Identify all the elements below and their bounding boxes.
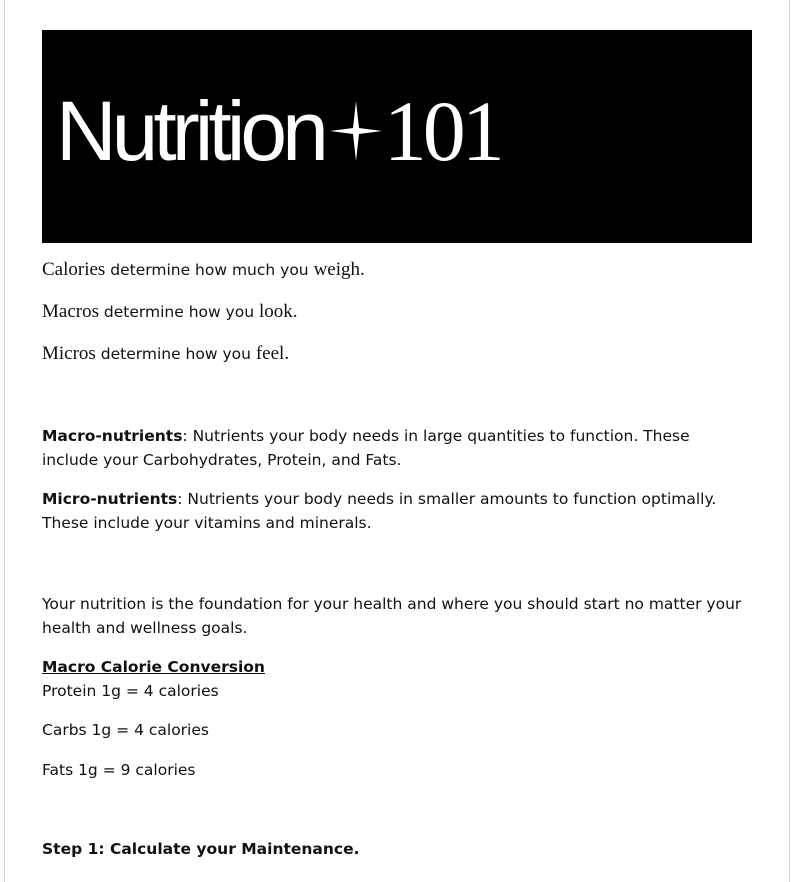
conversion-fats: Fats 1g = 9 calories — [42, 761, 196, 779]
document-page — [4, 0, 790, 882]
tagline-middle: determine how you — [95, 345, 256, 363]
tagline-calories — [42, 258, 365, 282]
definition-text: : Nutrients your body needs in smaller amounts to function optimally. These include your vitamins and minerals. — [42, 490, 717, 532]
conversion-heading: Macro Calorie Conversion — [42, 658, 265, 676]
conversion-protein: Protein 1g = 4 calories — [42, 682, 219, 700]
definition-macro-nutrients — [42, 424, 742, 472]
title-word: Nutrition — [56, 84, 324, 178]
tagline-lead: Micros — [42, 343, 96, 364]
title-banner — [42, 30, 752, 243]
tagline-end: feel. — [255, 343, 290, 364]
definition-text: : Nutrients your body needs in large quantities to function. These include your Carbohydrates, Protein, and Fats. — [42, 427, 690, 469]
conversion-carbs: Carbs 1g = 4 calories — [42, 721, 209, 739]
tagline-middle: determine how much you — [105, 261, 314, 279]
tagline-lead: Calories — [42, 259, 106, 280]
title-number: 101 — [383, 83, 501, 179]
tagline-micros — [42, 342, 289, 366]
tagline-lead: Macros — [42, 301, 99, 322]
tagline-end: look. — [259, 301, 298, 322]
tagline-middle: determine how you — [98, 303, 260, 321]
tagline-end: weigh. — [313, 259, 365, 280]
sparkle-star-icon — [330, 101, 382, 161]
step-1-heading: Step 1: Calculate your Maintenance. — [42, 840, 360, 858]
definition-term: Micro-nutrients — [42, 490, 178, 508]
definition-micro-nutrients — [42, 487, 742, 535]
foundation-paragraph: Your nutrition is the foundation for your health and where you should start no matter your health and wellness goals. — [42, 595, 742, 637]
tagline-macros — [42, 300, 298, 324]
definition-term: Macro-nutrients — [42, 427, 183, 445]
banner-title — [56, 83, 501, 179]
